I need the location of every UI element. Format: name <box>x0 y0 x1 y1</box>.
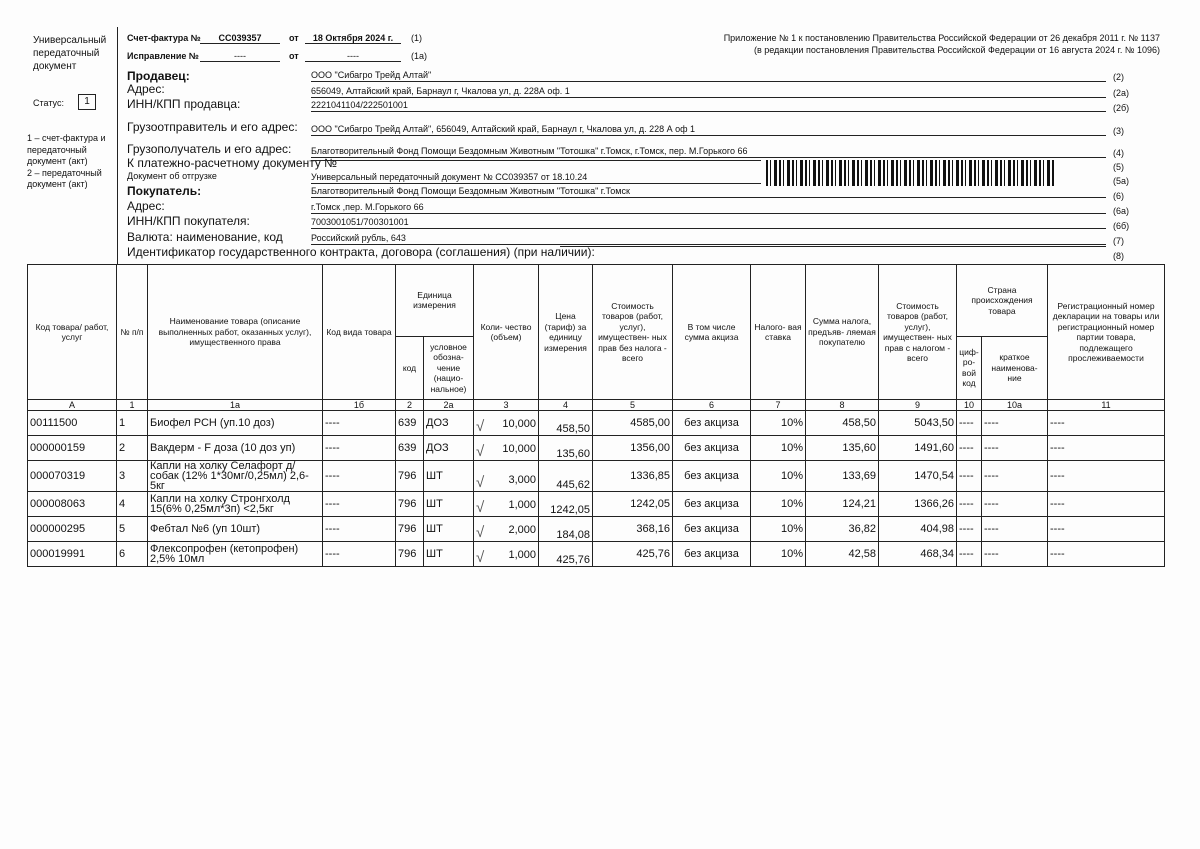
item-tax-sum: 124,21 <box>806 492 879 517</box>
doc-type-line: документ <box>33 61 77 72</box>
col-number: 11 <box>1048 400 1165 411</box>
item-tax-rate: 10% <box>751 411 806 436</box>
item-price: 445,62 <box>539 461 593 492</box>
item-cost: 4585,00 <box>593 411 673 436</box>
item-total: 468,34 <box>879 542 957 567</box>
item-name: Биофел РСН (уп.10 доз) <box>148 411 323 436</box>
field-ref: (5а) <box>1113 176 1130 186</box>
item-kind-code: ---- <box>323 436 396 461</box>
col-header-total: Стоимость товаров (работ, услуг), имуществен- ных прав с налогом - всего <box>879 265 957 400</box>
item-country-name: ---- <box>982 492 1048 517</box>
item-unit-code: 796 <box>396 517 424 542</box>
item-unit-name: ШТ <box>424 492 474 517</box>
item-unit-code: 639 <box>396 411 424 436</box>
buyer-value: Благотворительный Фонд Помощи Бездомным Животным "Тотошка" г.Томск <box>311 186 1106 198</box>
status-legend-line: 2 – передаточный <box>27 167 102 178</box>
item-quantity-value: 1,000 <box>508 499 536 511</box>
item-unit-code: 796 <box>396 492 424 517</box>
invoice-ref: (1) <box>411 33 422 43</box>
item-name: Флексопрофен (кетопрофен) 2,5% 10мл <box>148 542 323 567</box>
invoice-from: от <box>289 33 299 43</box>
col-header-unit-code: код <box>396 336 424 399</box>
item-quantity-value: 10,000 <box>502 418 536 430</box>
item-total: 1491,60 <box>879 436 957 461</box>
item-registration-number: ---- <box>1048 492 1165 517</box>
item-name: Вакдерм - F доза (10 доз уп) <box>148 436 323 461</box>
item-unit-code: 639 <box>396 436 424 461</box>
field-ref: (3) <box>1113 126 1124 136</box>
item-country-code: ---- <box>957 436 982 461</box>
item-country-code: ---- <box>957 492 982 517</box>
seller-value: ООО "Сибагро Трейд Алтай" <box>311 70 1106 82</box>
item-registration-number: ---- <box>1048 542 1165 567</box>
col-number: А <box>28 400 117 411</box>
status-label: Статус: <box>33 98 64 108</box>
seller-label: Продавец: <box>127 69 190 83</box>
item-total: 404,98 <box>879 517 957 542</box>
check-mark-icon: √ <box>476 549 485 566</box>
item-tax-sum: 135,60 <box>806 436 879 461</box>
check-mark-icon: √ <box>476 524 485 541</box>
col-header-unit: Единица измерения <box>396 265 474 337</box>
item-number: 1 <box>117 411 148 436</box>
item-quantity <box>474 517 539 542</box>
col-number: 10 <box>957 400 982 411</box>
item-code: 000000295 <box>28 517 117 542</box>
field-ref: (7) <box>1113 236 1124 246</box>
shipping-doc-value: Универсальный передаточный документ № СС039357 от 18.10.24 <box>311 172 761 184</box>
col-number: 8 <box>806 400 879 411</box>
item-unit-name: ШТ <box>424 517 474 542</box>
col-header-kind: Код вида товара <box>323 265 396 400</box>
item-total: 1470,54 <box>879 461 957 492</box>
item-kind-code: ---- <box>323 492 396 517</box>
item-country-name: ---- <box>982 436 1048 461</box>
item-total: 1366,26 <box>879 492 957 517</box>
item-quantity <box>474 492 539 517</box>
item-code: 000019991 <box>28 542 117 567</box>
item-kind-code: ---- <box>323 411 396 436</box>
col-header-unit-name: условное обозна- чение (нацио- нальное) <box>424 336 474 399</box>
seller-inn-value: 2221041104/222501001 <box>311 100 1106 112</box>
col-header-excise: В том числе сумма акциза <box>673 265 751 400</box>
col-number: 5 <box>593 400 673 411</box>
consignee-value: Благотворительный Фонд Помощи Бездомным Животным "Тотошка" г.Томск, г.Томск, пер. М.Горького 66 <box>311 146 1106 158</box>
correction-number: ---- <box>200 51 280 62</box>
correction-label: Исправление № <box>127 51 199 61</box>
item-excise: без акциза <box>673 411 751 436</box>
item-unit-code: 796 <box>396 542 424 567</box>
item-name: Капли на холку Стронгхолд 15(6% 0,25мл*3п) <2,5кг <box>148 492 323 517</box>
field-ref: (2) <box>1113 72 1124 82</box>
col-number: 7 <box>751 400 806 411</box>
col-header-reg: Регистрационный номер декларации на товары или регистрационный номер партии товара, подлежащего прослеживаемости <box>1048 265 1165 400</box>
correction-date: ---- <box>305 51 401 62</box>
item-country-code: ---- <box>957 411 982 436</box>
field-ref: (4) <box>1113 148 1124 158</box>
doc-type <box>33 34 106 73</box>
item-tax-sum: 36,82 <box>806 517 879 542</box>
item-cost: 1336,85 <box>593 461 673 492</box>
item-number: 5 <box>117 517 148 542</box>
item-quantity <box>474 436 539 461</box>
item-tax-rate: 10% <box>751 517 806 542</box>
col-number: 10а <box>982 400 1048 411</box>
correction-from: от <box>289 51 299 61</box>
status-legend-line: передаточный <box>27 144 87 155</box>
item-excise: без акциза <box>673 461 751 492</box>
payment-doc-label: К платежно-расчетному документу № <box>127 156 338 170</box>
field-ref: (5) <box>1113 162 1124 172</box>
item-tax-sum: 42,58 <box>806 542 879 567</box>
item-code: 000000159 <box>28 436 117 461</box>
item-country-name: ---- <box>982 461 1048 492</box>
item-quantity <box>474 411 539 436</box>
status-legend-line: 1 – счет-фактура и <box>27 133 106 143</box>
status-legend-line: документ (акт) <box>27 179 88 189</box>
appendix-note <box>690 32 1160 56</box>
correction-ref: (1а) <box>411 51 428 61</box>
header-row <box>28 265 1165 337</box>
item-country-code: ---- <box>957 461 982 492</box>
item-total: 5043,50 <box>879 411 957 436</box>
item-kind-code: ---- <box>323 542 396 567</box>
item-tax-sum: 133,69 <box>806 461 879 492</box>
item-country-name: ---- <box>982 542 1048 567</box>
item-quantity-value: 3,000 <box>508 474 536 486</box>
item-code: 000008063 <box>28 492 117 517</box>
item-registration-number: ---- <box>1048 411 1165 436</box>
item-quantity-value: 2,000 <box>508 524 536 536</box>
item-rows <box>28 411 1165 567</box>
column-numbers-row <box>28 400 1165 411</box>
item-cost: 1356,00 <box>593 436 673 461</box>
table-row <box>28 436 1165 461</box>
item-price: 184,08 <box>539 517 593 542</box>
status-box: 1 <box>78 94 96 110</box>
appendix-line: Приложение № 1 к постановлению Правительства Российской Федерации от 26 декабря 2011 г. № 1137 <box>723 33 1160 43</box>
col-number: 9 <box>879 400 957 411</box>
item-excise: без акциза <box>673 436 751 461</box>
col-header-country-code: циф- ро- вой код <box>957 336 982 399</box>
field-ref: (6) <box>1113 191 1124 201</box>
shipper-value: ООО "Сибагро Трейд Алтай", 656049, Алтайский край, Барнаул г, Чкалова ул, д. 228 А оф 1 <box>311 124 1106 136</box>
buyer-label: Покупатель: <box>127 184 202 198</box>
item-quantity-value: 10,000 <box>502 443 536 455</box>
col-number: 1а <box>148 400 323 411</box>
item-code: 00111500 <box>28 411 117 436</box>
table-row <box>28 492 1165 517</box>
col-number: 1 <box>117 400 148 411</box>
col-header-price: Цена (тариф) за единицу измерения <box>539 265 593 400</box>
col-number: 6 <box>673 400 751 411</box>
col-number: 2а <box>424 400 474 411</box>
item-name: Капли на холку Селафорт д/собак (12% 1*30мг/0,25мл) 2,6-5кг <box>148 461 323 492</box>
col-header-code: Код товара/ работ, услуг <box>28 265 117 400</box>
item-tax-rate: 10% <box>751 492 806 517</box>
item-unit-name: ШТ <box>424 461 474 492</box>
col-header-name: Наименование товара (описание выполненных работ, оказанных услуг), имущественного права <box>148 265 323 400</box>
item-number: 4 <box>117 492 148 517</box>
payment-doc-value <box>311 160 761 161</box>
item-cost: 1242,05 <box>593 492 673 517</box>
seller-address-label: Адрес: <box>127 82 165 96</box>
status-legend-line: документ (акт) <box>27 156 88 166</box>
col-number: 3 <box>474 400 539 411</box>
field-ref: (6б) <box>1113 221 1130 231</box>
item-registration-number: ---- <box>1048 517 1165 542</box>
col-header-tax: Сумма налога, предъяв- ляемая покупателю <box>806 265 879 400</box>
item-number: 6 <box>117 542 148 567</box>
item-registration-number: ---- <box>1048 436 1165 461</box>
invoice-date: 18 Октября 2024 г. <box>305 33 401 44</box>
check-mark-icon: √ <box>476 499 485 516</box>
table-row <box>28 517 1165 542</box>
item-country-code: ---- <box>957 542 982 567</box>
col-header-npp: № п/п <box>117 265 148 400</box>
invoice-label: Счет-фактура № <box>127 33 201 43</box>
invoice-number: СС039357 <box>200 33 280 44</box>
item-registration-number: ---- <box>1048 461 1165 492</box>
seller-inn-label: ИНН/КПП продавца: <box>127 97 241 111</box>
item-number: 3 <box>117 461 148 492</box>
item-excise: без акциза <box>673 542 751 567</box>
item-price: 135,60 <box>539 436 593 461</box>
field-ref: (8) <box>1113 251 1124 261</box>
item-country-code: ---- <box>957 517 982 542</box>
buyer-address-label: Адрес: <box>127 199 165 213</box>
item-unit-name: ДОЗ <box>424 436 474 461</box>
item-tax-rate: 10% <box>751 542 806 567</box>
item-tax-sum: 458,50 <box>806 411 879 436</box>
table-row <box>28 411 1165 436</box>
items-table <box>27 264 1165 567</box>
field-ref: (2а) <box>1113 88 1130 98</box>
col-number: 1б <box>323 400 396 411</box>
item-kind-code: ---- <box>323 461 396 492</box>
item-excise: без акциза <box>673 517 751 542</box>
table-row <box>28 461 1165 492</box>
currency-label: Валюта: наименование, код <box>127 230 283 244</box>
item-kind-code: ---- <box>323 517 396 542</box>
col-number: 4 <box>539 400 593 411</box>
check-mark-icon: √ <box>476 443 485 460</box>
item-code: 000070319 <box>28 461 117 492</box>
contract-id-value <box>560 246 1106 247</box>
item-cost: 425,76 <box>593 542 673 567</box>
buyer-address-value: г.Томск ,пер. М.Горького 66 <box>311 202 1106 214</box>
col-header-country: Страна происхождения товара <box>957 265 1048 337</box>
field-ref: (2б) <box>1113 103 1130 113</box>
consignee-label: Грузополучатель и его адрес: <box>127 142 292 156</box>
item-price: 1242,05 <box>539 492 593 517</box>
item-country-name: ---- <box>982 517 1048 542</box>
currency-value: Российский рубль, 643 <box>311 233 1106 245</box>
check-mark-icon: √ <box>476 418 485 435</box>
col-header-country-name: краткое наименова- ние <box>982 336 1048 399</box>
item-tax-rate: 10% <box>751 436 806 461</box>
col-header-rate: Налого- вая ставка <box>751 265 806 400</box>
item-cost: 368,16 <box>593 517 673 542</box>
item-number: 2 <box>117 436 148 461</box>
item-quantity <box>474 461 539 492</box>
status-legend <box>27 133 106 191</box>
shipping-doc-label: Документ об отгрузке <box>127 171 217 181</box>
item-unit-name: ШТ <box>424 542 474 567</box>
seller-address-value: 656049, Алтайский край, Барнаул г, Чкалова ул, д. 228А оф. 1 <box>311 86 1106 98</box>
doc-type-line: передаточный <box>33 48 100 59</box>
item-price: 425,76 <box>539 542 593 567</box>
item-tax-rate: 10% <box>751 461 806 492</box>
col-header-cost: Стоимость товаров (работ, услуг), имуществен- ных прав без налога - всего <box>593 265 673 400</box>
item-excise: без акциза <box>673 492 751 517</box>
item-country-name: ---- <box>982 411 1048 436</box>
doc-type-line: Универсальный <box>33 35 107 46</box>
item-quantity-value: 1,000 <box>508 549 536 561</box>
item-quantity <box>474 542 539 567</box>
barcode-icon <box>766 160 1056 186</box>
shipper-label: Грузоотправитель и его адрес: <box>127 120 298 134</box>
item-unit-name: ДОЗ <box>424 411 474 436</box>
contract-id-label: Идентификатор государственного контракта, договора (соглашения) (при наличии): <box>127 245 595 259</box>
buyer-inn-value: 7003001051/700301001 <box>311 217 1106 229</box>
item-name: Фебтал №6 (уп 10шт) <box>148 517 323 542</box>
item-unit-code: 796 <box>396 461 424 492</box>
field-ref: (6а) <box>1113 206 1130 216</box>
col-header-qty: Коли- чество (объем) <box>474 265 539 400</box>
appendix-line: (в редакции постановления Правительства Российской Федерации от 16 августа 2024 г. № 1096) <box>753 45 1160 55</box>
buyer-inn-label: ИНН/КПП покупателя: <box>127 214 250 228</box>
left-separator <box>117 27 118 264</box>
table-row <box>28 542 1165 567</box>
item-price: 458,50 <box>539 411 593 436</box>
col-number: 2 <box>396 400 424 411</box>
check-mark-icon: √ <box>476 474 485 491</box>
